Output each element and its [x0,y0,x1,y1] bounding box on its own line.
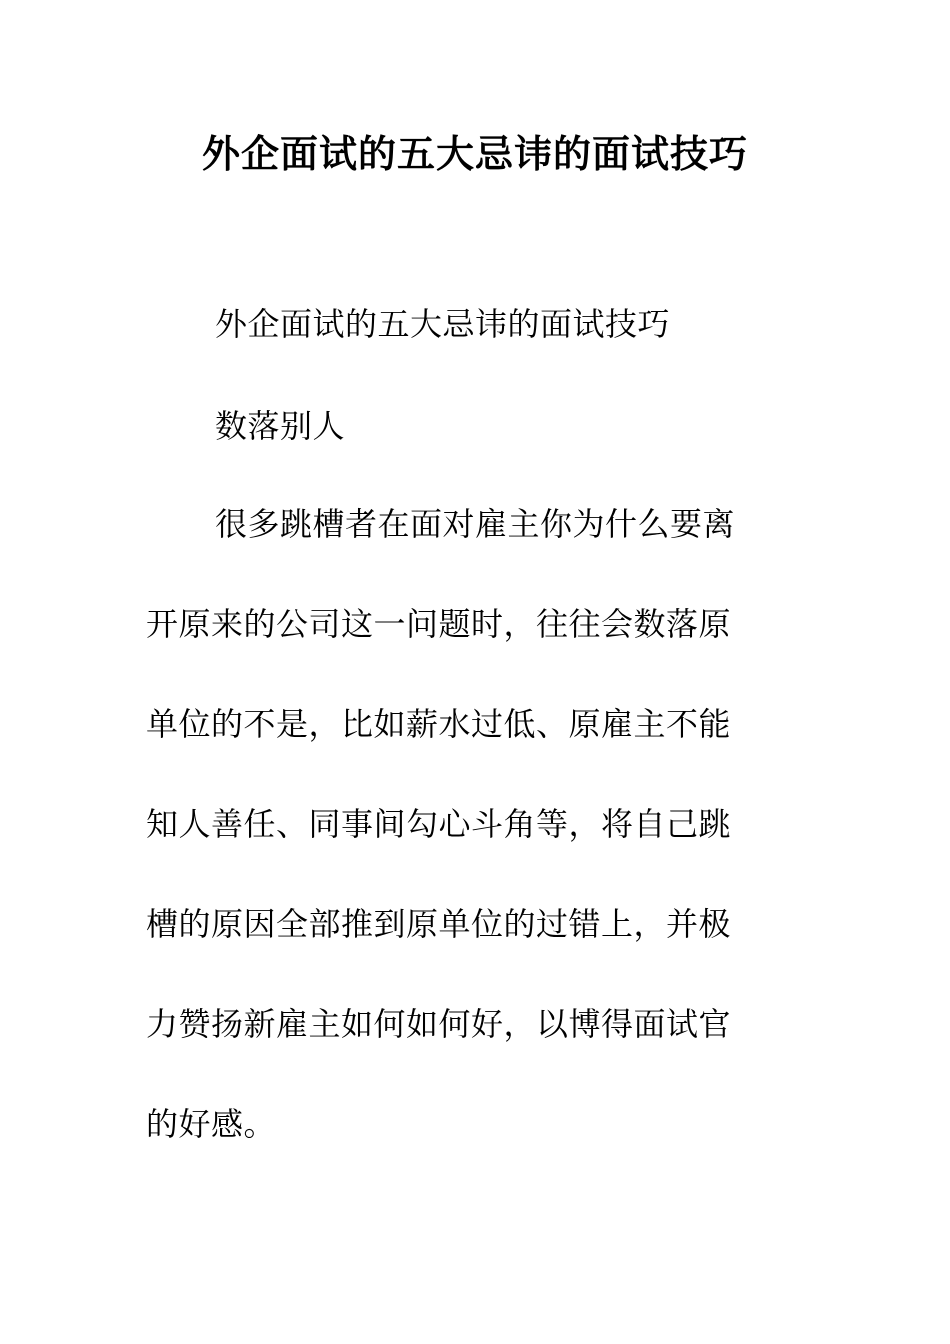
subtitle: 外企面试的五大忌讳的面试技巧 [215,305,671,343]
paragraph-line: 很多跳槽者在面对雇主你为什么要离 [215,505,736,543]
paragraph-line: 知人善任、同事间勾心斗角等，将自己跳 [146,805,732,843]
paragraph-line: 的好感。 [146,1105,277,1143]
paragraph-line: 单位的不是，比如薪水过低、原雇主不能 [146,705,732,743]
paragraph-line: 槽的原因全部推到原单位的过错上，并极 [146,905,732,943]
paragraph-line: 开原来的公司这一问题时，往往会数落原 [146,605,732,643]
section-heading: 数落别人 [215,407,346,445]
paragraph-line: 力赞扬新雇主如何如何好，以博得面试官 [146,1005,732,1043]
document-title: 外企面试的五大忌讳的面试技巧 [201,131,748,176]
